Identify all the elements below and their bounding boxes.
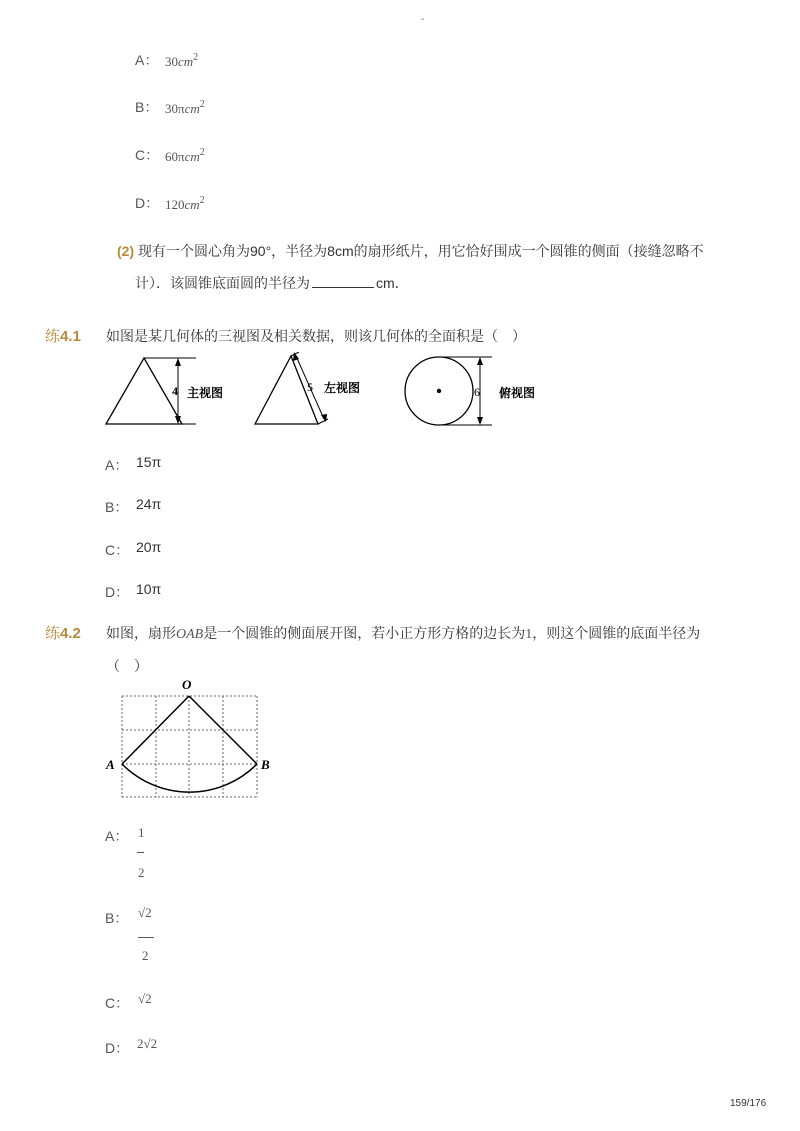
answer-blank[interactable]	[312, 275, 374, 288]
option-d-label: D：	[135, 195, 160, 211]
front-view-triangle	[106, 358, 182, 424]
top-mark: -	[421, 14, 425, 25]
point-b-label: B	[261, 757, 270, 772]
option-a-value: $30cm^2$	[165, 52, 199, 69]
option-a-label: A：	[135, 52, 159, 68]
point-o-label: O	[182, 677, 192, 692]
top-view-number: 6	[474, 385, 480, 399]
ex41-option-c-value: 20π	[136, 539, 162, 555]
exercise-4-1-text: 如图是某几何体的三视图及相关数据，则该几何体的全面积是（ ）	[106, 328, 526, 344]
left-view-number: 5	[307, 380, 313, 394]
exercise-4-2-text-line2: （ ）	[106, 658, 148, 674]
ex41-option-d-value: 10π	[136, 581, 162, 597]
ex41-option-b-label: B：	[105, 499, 129, 515]
ex41-option-b-value: 24π	[136, 496, 162, 512]
ex41-option-a-label: A：	[105, 457, 129, 473]
ex41-option-a-value: 15π	[136, 454, 162, 470]
option-d-value: $120cm^2$	[165, 195, 205, 212]
option-b-value: 30πcm$^2$	[165, 99, 205, 116]
top-view-arrow-down	[477, 417, 483, 425]
page-number: 159/176	[730, 1098, 767, 1109]
ex42-option-d-value: 2√2	[137, 1036, 158, 1051]
top-view-center-dot	[437, 389, 441, 393]
ex42-option-b-fraction-bar	[138, 937, 154, 938]
option-b-label: B：	[135, 99, 159, 115]
front-view-number: 4	[172, 384, 178, 398]
sector-grid-figure	[104, 678, 284, 802]
option-c-label: C：	[135, 147, 160, 163]
q2-line2: 计）．该圆锥底面圆的半径为 cm．	[135, 275, 409, 291]
ex42-option-a-fraction-bar	[137, 852, 144, 853]
ex41-option-d-label: D：	[105, 584, 130, 600]
left-view-label: 左视图	[324, 381, 361, 395]
top-view-arrow-up	[477, 357, 483, 365]
exercise-4-2-text: 如图，扇形OAB是一个圆锥的侧面展开图，若小正方形方格的边长为1，则这个圆锥的底面半径为	[106, 625, 701, 642]
front-view-label: 主视图	[187, 386, 224, 400]
top-view-label: 俯视图	[499, 386, 536, 400]
ex42-option-b-denominator: 2	[142, 948, 149, 963]
exercise-4-2-tag: 练4.2	[45, 625, 81, 642]
ex42-option-a-denominator: 2	[138, 865, 145, 880]
left-view-ext-bottom	[318, 419, 328, 424]
option-c-value: 60πcm$^2$	[165, 147, 205, 164]
grid-lines	[122, 696, 257, 797]
ex42-option-b-numerator: √2	[138, 905, 152, 920]
ex42-option-c-label: C：	[105, 995, 130, 1011]
ex42-option-b-label: B：	[105, 910, 129, 926]
ex42-option-c-value: √2	[138, 991, 152, 1006]
q2-line1: (2) 现有一个圆心角为90°，半径为8cm的扇形纸片，用它恰好围成一个圆锥的侧面（接缝忽略不	[117, 243, 704, 259]
ex41-option-c-label: C：	[105, 542, 130, 558]
exercise-4-1-tag: 练4.1	[45, 328, 81, 345]
point-a-label: A	[106, 757, 115, 772]
q2-number: (2)	[117, 243, 135, 259]
ex42-option-d-label: D：	[105, 1040, 130, 1056]
front-view-arrow-up	[175, 358, 181, 366]
ex42-option-a-numerator: 1	[138, 825, 145, 840]
ex42-option-a-label: A：	[105, 828, 129, 844]
